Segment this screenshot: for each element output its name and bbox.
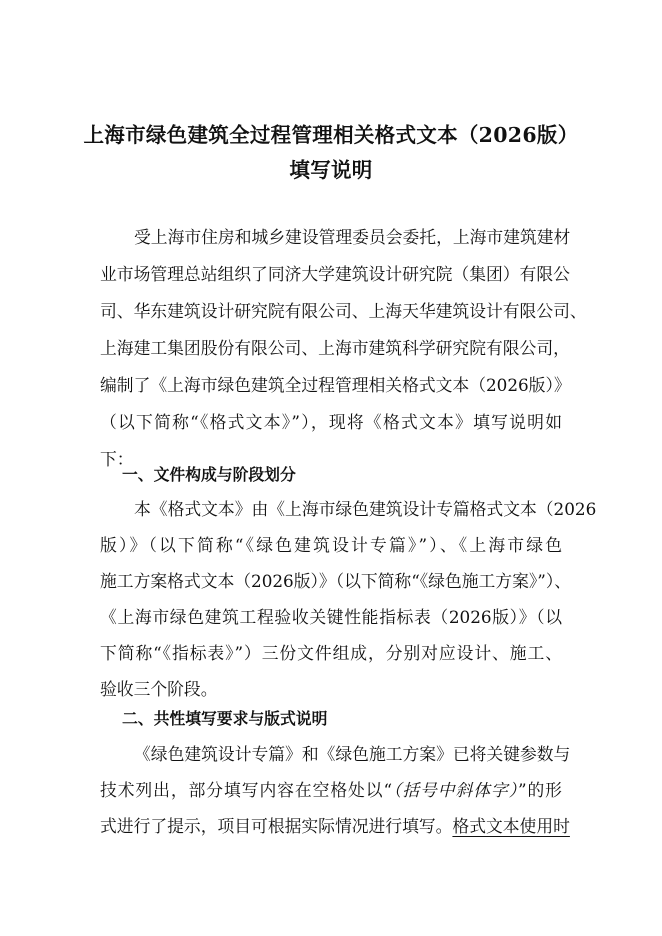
section-heading: 二、共性填写要求与版式说明 [122, 709, 328, 728]
underlined-text: 格式文本使用时 [452, 816, 570, 836]
section2-line [100, 814, 570, 838]
section1-line: 下简称“《指标表》”）三份文件组成，分别对应设计、施工、 [100, 643, 562, 663]
section1-line: 版）》（以下简称“《绿色建筑设计专篇》”）、《上海市绿色 [100, 535, 562, 555]
intro-line: 业市场管理总站组织了同济大学建筑设计研究院（集团）有限公 [100, 264, 570, 284]
intro-line: 下： [100, 449, 134, 469]
document-title: 上海市绿色建筑全过程管理相关格式文本（2026版） [83, 123, 579, 147]
section1-line: 验收三个阶段。 [100, 679, 218, 699]
section1-line: 本《格式文本》由《上海市绿色建筑设计专篇格式文本（2026 [134, 499, 597, 519]
section2-text: ”的形 [517, 780, 562, 800]
intro-line: 司、华东建筑设计研究院有限公司、上海天华建筑设计有限公司、 [100, 301, 587, 321]
section2-text: 式进行了提示，项目可根据实际情况进行填写。 [100, 816, 453, 836]
section-heading: 一、文件构成与阶段划分 [122, 465, 296, 484]
section2-text: 技术列出，部分填写内容在空格处以“ [100, 780, 393, 800]
intro-line: 上海建工集团股份有限公司、上海市建筑科学研究院有限公司， [100, 338, 570, 358]
section1-line: 《上海市绿色建筑工程验收关键性能指标表（2026版）》（以 [100, 607, 562, 627]
section2-line [100, 778, 562, 802]
intro-line: 受上海市住房和城乡建设管理委员会委托，上海市建筑建材 [134, 227, 571, 247]
intro-line: （以下简称“《格式文本》”），现将《格式文本》填写说明如 [100, 412, 562, 432]
intro-line: 编制了《上海市绿色建筑全过程管理相关格式文本（2026版）》 [100, 375, 571, 395]
section1-line: 施工方案格式文本（2026版）》（以下简称“《绿色施工方案》”）、 [100, 571, 571, 591]
document-subtitle: 填写说明 [289, 158, 373, 182]
section2-line: 《绿色建筑设计专篇》和《绿色施工方案》已将关键参数与 [134, 744, 571, 764]
italic-hint-text: （括号中斜体字） [392, 780, 518, 800]
